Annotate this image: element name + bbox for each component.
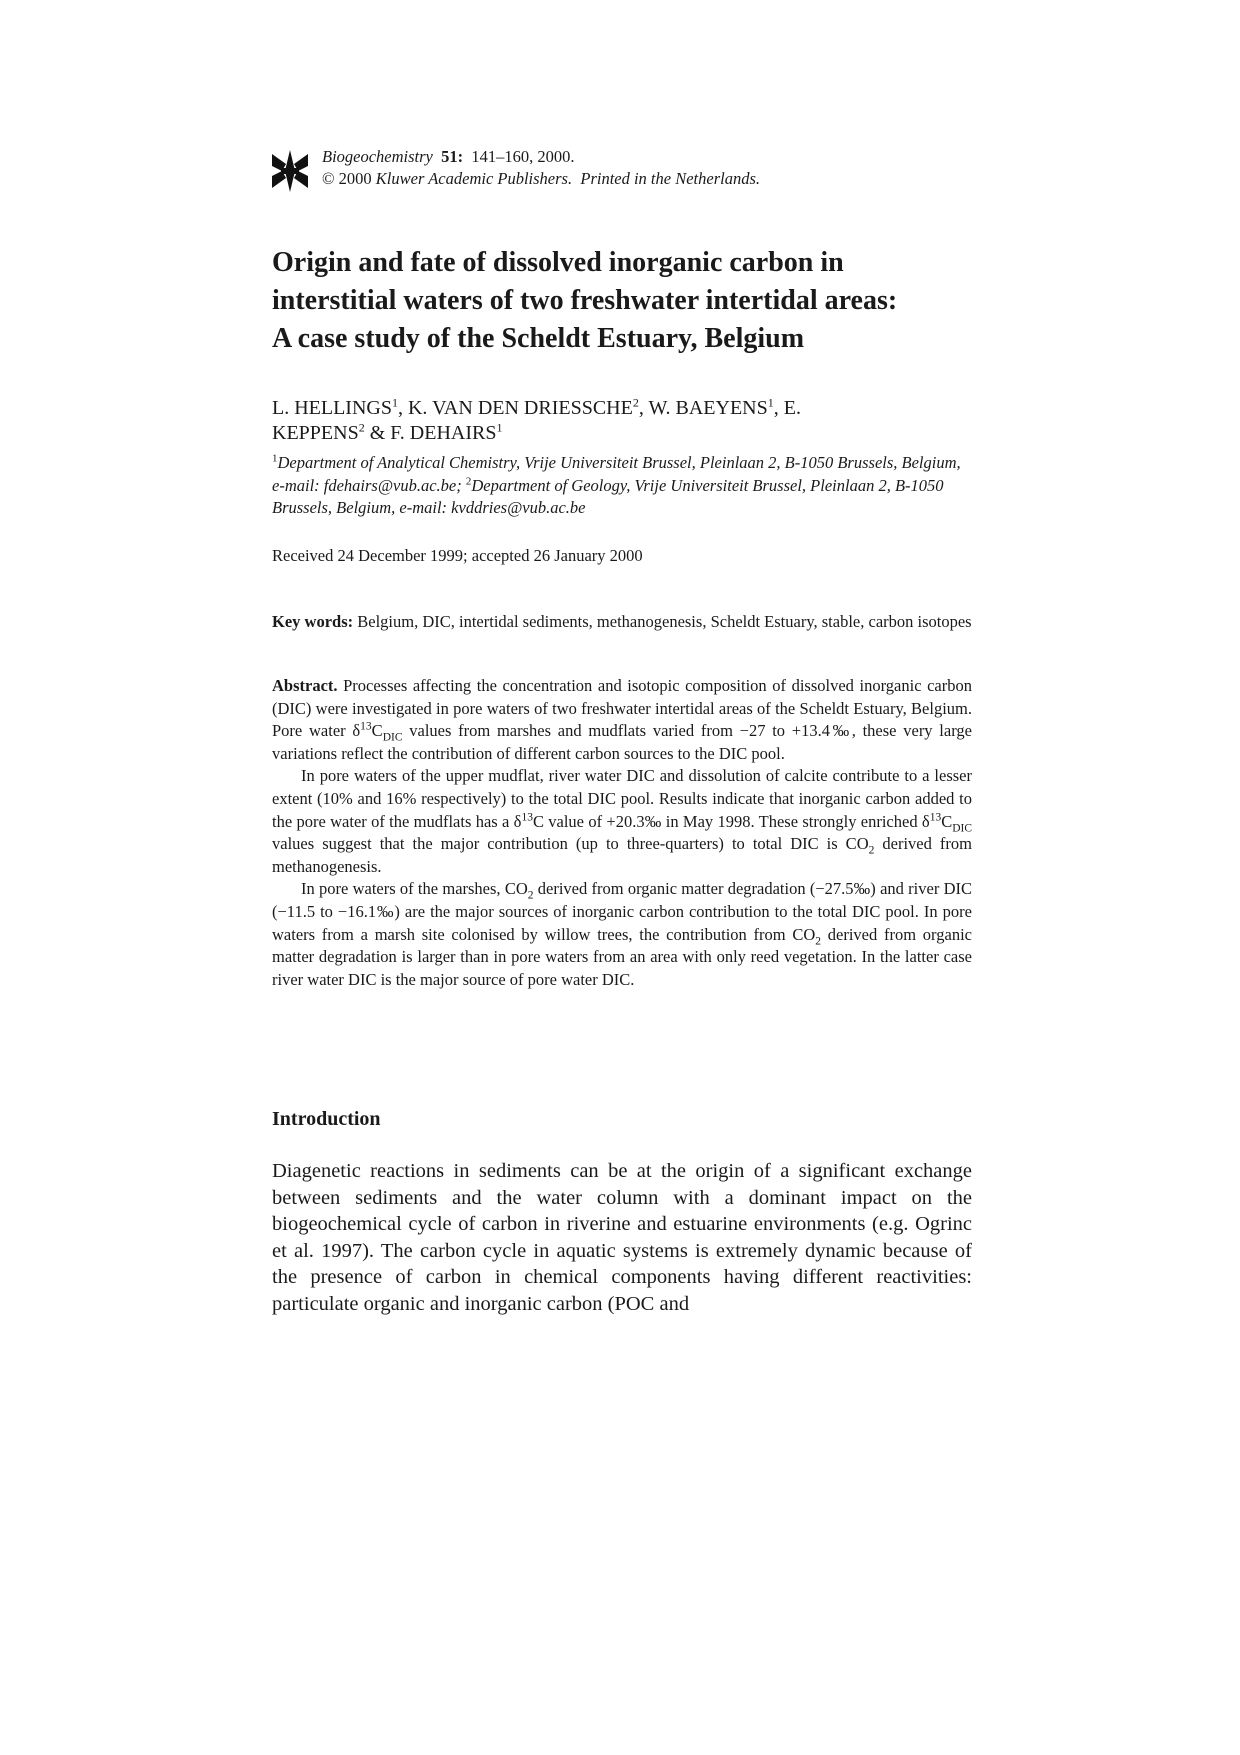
author-name: KEPPENS [272,422,359,444]
affiliation-mark: 1 [391,395,398,410]
copyright-line [322,168,760,190]
abstract-text: C [941,811,953,831]
journal-header [272,146,972,196]
affiliation-text: Department of Analytical Chemistry, Vrije Universiteit Brussel, Pleinlaan 2, B-1050 Brussels, Belgium, e-mail: fdehairs@vub.ac.be; [272,453,961,495]
affiliation-mark: 2 [358,420,365,435]
author-list [272,396,972,446]
author-name: L. HELLINGS [272,397,392,419]
paper-title [272,244,972,358]
publisher: Kluwer Academic Publishers. [375,169,573,188]
affiliation-mark: 2 [465,475,472,487]
subscript: 2 [815,934,822,947]
pages-year: 141–160, 2000. [471,147,575,166]
received-dates: Received 24 December 1999; accepted 26 January 2000 [272,546,643,565]
abstract-text: In pore waters of the marshes, CO [301,879,528,899]
superscript: 13 [521,811,533,824]
abstract-text: derived from methanogenesis. [272,834,972,876]
affiliation-text: Department of Geology, Vrije Universiteit Brussel, Pleinlaan 2, B-1050 Brussels, Belgium, e-mail: kvddries@vub.ac.be [272,475,944,517]
abstract-text: C value of +20.3‰ in May 1998. These strongly enriched δ [532,811,930,831]
author-name: , E. [773,397,801,419]
copyright: © 2000 [322,169,372,188]
abstract-label: Abstract. [272,676,338,695]
title-line-3: A case study of the Scheldt Estuary, Belgium [272,323,805,354]
abstract-paragraph [272,878,972,991]
citation-line [322,146,760,168]
author-name: , K. VAN DEN DRIESSCHE [397,397,633,419]
author-name: & F. DEHAIRS [364,422,497,444]
abstract-text: Processes affecting the concentration and isotopic composition of dissolved inorganic carbon (DIC) were investigated in pore waters of two freshwater intertidal areas of the Scheldt Estuary, Belgium. Pore water δ [272,676,972,741]
affiliations [272,452,972,520]
subscript: 2 [868,844,875,857]
affiliation-mark: 2 [632,395,639,410]
header-text [322,146,760,190]
abstract-paragraph [272,675,972,765]
abstract-text: C [371,721,383,741]
abstract-text: In pore waters of the upper mudflat, river water DIC and dissolution of calcite contribute to a lesser extent (10% and 16% respectively) to the total DIC pool. Results indicate that inorganic carbon added to the pore water of the mudflats has a δ [272,766,972,831]
printed-in: Printed in the Netherlands. [580,169,761,188]
subscript: DIC [382,731,403,744]
keywords-label: Key words: [272,612,354,631]
superscript: 13 [929,811,942,824]
section-heading-introduction: Introduction [272,1108,381,1130]
abstract-text: derived from organic matter degradation is larger than in pore waters from an area with only reed vegetation. In the latter case river water DIC is the major source of pore water DIC. [272,924,972,989]
abstract-text: values from marshes and mudflats varied from −27 to +13.4‰, these very large variations reflect the contribution of different carbon sources to the DIC pool. [272,721,972,763]
volume: 51: [441,147,464,166]
superscript: 13 [360,720,372,733]
title-line-1: Origin and fate of dissolved inorganic carbon in [272,247,844,278]
keywords [272,610,972,633]
affiliation-mark: 1 [496,420,503,435]
journal-name: Biogeochemistry [322,147,433,166]
introduction-paragraph: Diagenetic reactions in sediments can be at the origin of a significant exchange between sediments and the water column with a dominant impact on the biogeochemical cycle of carbon in riverine and estuarine environments (e.g. Ogrinc et al. 1997). The carbon cycle in aquatic systems is extremely dynamic because of the presence of carbon in chemical components having different reactivities: particulate organic and inorganic carbon (POC and [272,1160,972,1315]
abstract-text: values suggest that the major contribution (up to three-quarters) to total DIC is CO [272,834,869,854]
abstract-paragraph [272,765,972,878]
subscript: 2 [527,889,534,902]
keywords-text: Belgium, DIC, intertidal sediments, methanogenesis, Scheldt Estuary, stable, carbon isotopes [353,612,972,631]
author-name: , W. BAEYENS [638,397,768,419]
subscript: DIC [952,821,973,834]
affiliation-mark: 1 [767,395,774,410]
publisher-logo-icon [272,150,308,192]
abstract [272,675,972,991]
affiliation-mark: 1 [272,452,278,465]
abstract-text: derived from organic matter degradation (−27.5‰) and river DIC (−11.5 to −16.1‰) are the major sources of inorganic carbon contribution to the total DIC pool. In pore waters from a marsh site colonised by willow trees, the contribution from CO [272,879,972,944]
title-line-2: interstitial waters of two freshwater intertidal areas: [272,285,898,316]
